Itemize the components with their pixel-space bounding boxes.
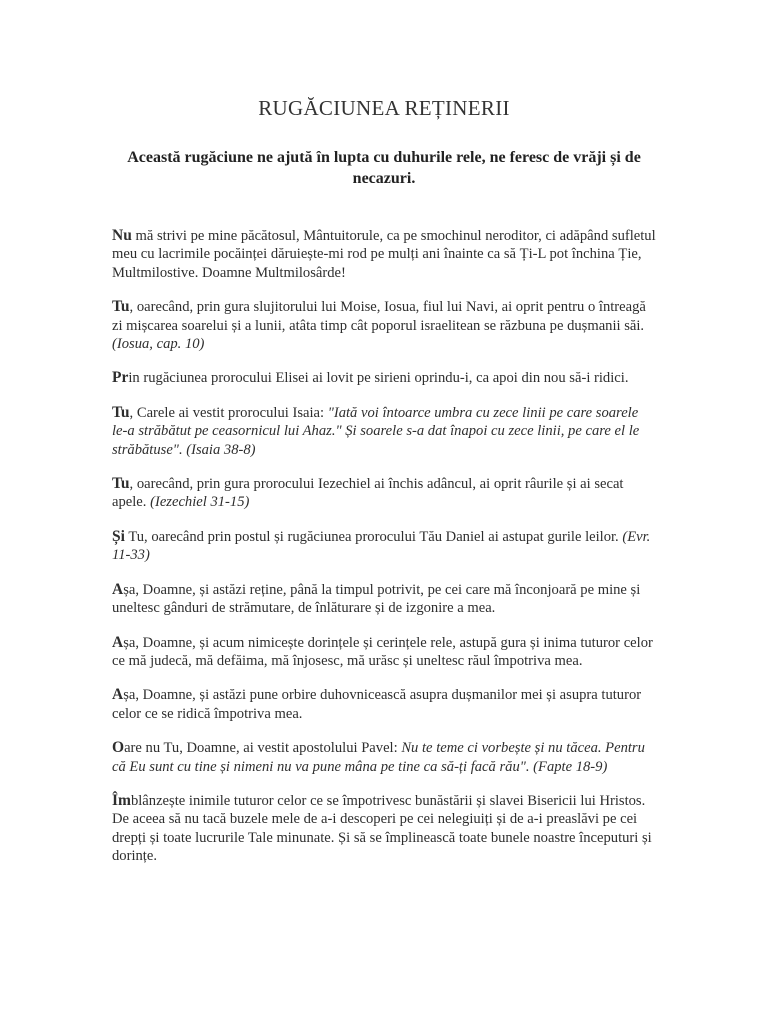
document-subtitle: Această rugăciune ne ajută în lupta cu duhurile rele, ne feresc de vrăji și de necazuri.	[127, 149, 641, 187]
paragraph-reference: (Evr. 11-33)	[112, 528, 651, 564]
paragraph	[112, 792, 656, 866]
paragraph-initial: Și	[112, 527, 125, 545]
paragraph	[112, 404, 656, 459]
paragraph	[112, 581, 656, 618]
paragraph	[112, 475, 656, 512]
paragraph	[112, 686, 656, 723]
paragraph-initial: Tu	[112, 475, 130, 493]
paragraph	[112, 739, 656, 776]
paragraph	[112, 369, 656, 387]
paragraph-reference: (Iosua, cap. 10)	[112, 336, 205, 353]
paragraph-initial: A	[112, 686, 124, 704]
paragraph-text: mă strivi pe mine păcătosul, Mântuitorule, ca pe smochinul neroditor, ci adăpând sufletul meu cu lacrimile pocăinței dăruiește-mi rod pe mulți ani înainte ca să Ți-L pot închina Ție, Multmilostive. Doamne Multmilosârde!	[112, 228, 656, 281]
paragraph-initial: A	[112, 580, 124, 598]
paragraph-text: Tu, oarecând prin postul și rugăciunea prorocului Tău Daniel ai astupat gurile leilor.	[124, 528, 623, 545]
paragraph-initial: Îm	[112, 791, 131, 809]
paragraph	[112, 298, 656, 353]
paragraph-initial: Pr	[112, 369, 129, 387]
paragraph-reference: Nu te teme ci vorbește și nu tăcea. Pentru că Eu sunt cu tine și nimeni nu va pune mâna pe tine ca să-ți facă rău". (Fapte 18-9)	[112, 740, 645, 775]
paragraph-text: , Carele ai vestit prorocului Isaia:	[129, 404, 328, 421]
paragraph	[112, 227, 656, 282]
paragraph-text: are nu Tu, Doamne, ai vestit apostolului Pavel:	[124, 740, 402, 757]
paragraph	[112, 634, 656, 671]
document-title: RUGĂCIUNEA REȚINERII	[258, 96, 510, 120]
paragraph-text: șa, Doamne, și acum nimicește dorințele și cerințele rele, astupă gura și inima tuturor celor ce mă judecă, mă defăima, mă înjosesc, mă urăsc și uneltesc răul împotriva mea.	[112, 634, 653, 669]
paragraph-reference: "Iată voi întoarce umbra cu zece linii pe care soarele le-a străbătut pe ceasornicul lui Ahaz." Și soarele s-a dat înapoi cu zece linii, pe care el le străbătuse". (Isaia 38-8)	[112, 404, 640, 458]
paragraph-text: șa, Doamne, și astăzi pune orbire duhovnicească asupra dușmanilor mei și asupra tuturor celor ce se ridică împotriva mea.	[112, 687, 642, 722]
paragraph-initial: A	[112, 633, 124, 651]
paragraph-text: , oarecând, prin gura slujitorului lui Moise, Iosua, fiul lui Navi, ai oprit pentru o întreagă zi mișcarea soarelui și a lunii, atâta timp cât poporul israelitean se răzbuna pe dușmanii săi.	[112, 299, 646, 334]
paragraph-text: , oarecând, prin gura prorocului Iezechiel ai închis adâncul, ai oprit râurile și ai secat apele.	[112, 476, 624, 511]
paragraph-reference: (Iezechiel 31-15)	[150, 494, 250, 511]
paragraph-initial: O	[112, 739, 125, 757]
paragraph-initial: Tu	[112, 298, 130, 316]
paragraph-text: in rugăciunea prorocului Elisei ai lovit pe sirieni oprindu-i, ca apoi din nou să-i ridici.	[128, 370, 629, 387]
paragraph	[112, 528, 656, 565]
paragraph-initial: Tu	[112, 403, 130, 421]
paragraph-initial: Nu	[112, 227, 132, 244]
paragraph-text: blânzește inimile tuturor celor ce se împotrivesc bunăstării și slavei Bisericii lui Hristos. De aceea să nu tacă buzele mele de a-i descoperi pe cei nelegiuiți și de a-i preaslăvi pe cei drepți și toate lucrurile Tale minunate. Și să se împlinească toate bunele noastre începuturi și dorințe.	[112, 792, 652, 865]
paragraph-text: șa, Doamne, și astăzi reține, până la timpul potrivit, pe cei care mă înconjoară pe mine și uneltesc gânduri de strămutare, de înlăturare și de izgonire a mea.	[112, 581, 641, 617]
